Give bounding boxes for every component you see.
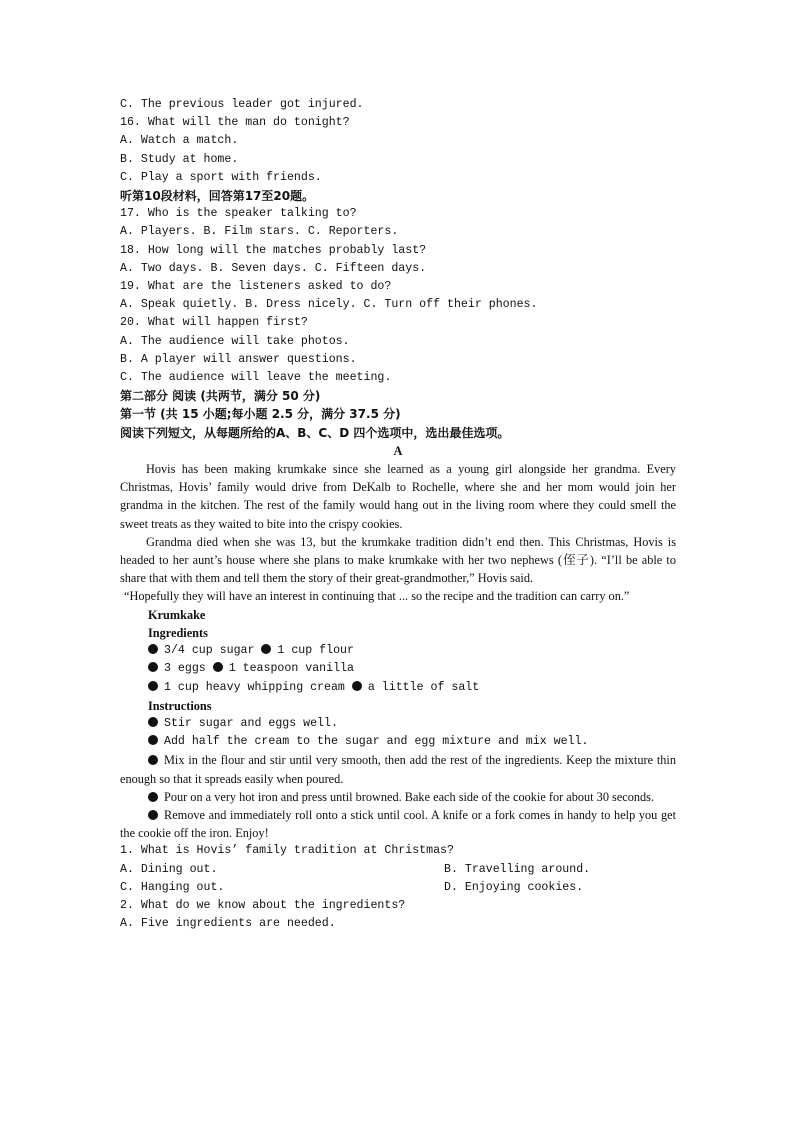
instruction-text: 阅读下列短文，从每题所给的A、B、C、D 四个选项中，选出最佳选项。 <box>120 425 510 440</box>
bullet-icon <box>148 735 158 745</box>
recipe-title: Krumkake <box>148 607 206 622</box>
instruction-step: Remove and immediately roll onto a stick until cool. A knife or a fork comes in handy to help you get the cookie off the iron. Enjoy! <box>120 807 676 841</box>
passage-label: A <box>393 443 403 458</box>
listening-line: B. A player will answer questions. <box>120 352 357 366</box>
ingredient: 1 teaspoon vanilla <box>228 662 354 676</box>
passage-paragraph: “Hopefully they will have an interest in continuing that ... so the recipe and the tradition can carry on.” <box>124 589 630 604</box>
ingredient-row <box>120 660 676 678</box>
listening-line: 19. What are the listeners asked to do? <box>120 280 392 294</box>
listening-line: A. Watch a match. <box>120 134 239 148</box>
passage-paragraph: Hovis has been making krumkake since she learned as a young girl alongside her grandma. Every Christmas, Hovis’ family would drive from DeKalb to Rochelle, where she and her mom would join her grandma in the kitchen. The rest of the family would hang out in the living room where they could smell the sweet treats as they waited to bite into the crispy cookies. <box>120 462 676 531</box>
option-row <box>120 861 676 879</box>
listening-line: A. Speak quietly. B. Dress nicely. C. Turn off their phones. <box>120 298 538 312</box>
ingredient: 3/4 cup sugar <box>164 644 255 658</box>
option: A. Dining out. <box>120 862 218 876</box>
instruction-step: Pour on a very hot iron and press until browned. Bake each side of the cookie for about 30 seconds. <box>120 788 676 806</box>
question: 1. What is Hovis’ family tradition at Christmas? <box>120 844 454 858</box>
listening-line: B. Study at home. <box>120 152 239 166</box>
listening-line: C. Play a sport with friends. <box>120 170 322 184</box>
exam-page <box>120 96 676 933</box>
ingredient: a little of salt <box>367 680 480 694</box>
question: 2. What do we know about the ingredients? <box>120 898 406 912</box>
ingredients-label: Ingredients <box>148 625 208 640</box>
listening-line: C. The audience will leave the meeting. <box>120 371 392 385</box>
listening-line: A. Two days. B. Seven days. C. Fifteen days. <box>120 261 427 275</box>
listening-line: 16. What will the man do tonight? <box>120 116 350 130</box>
listening-line: A. The audience will take photos. <box>120 334 350 348</box>
listening-line: C. The previous leader got injured. <box>120 98 364 111</box>
option: D. Enjoying cookies. <box>444 880 584 894</box>
passage-paragraph: Grandma died when she was 13, but the krumkake tradition didn’t end then. This Christmas, Hovis is headed to her aunt’s house where she plans to make krumkake with her two nephews (侄子). “I’ll be able to share that with them and tell them the story of their great-grandmother,” Hovis said. <box>120 534 676 586</box>
option: A. Five ingredients are needed. <box>120 917 336 931</box>
bullet-icon <box>148 717 158 727</box>
section-heading: 听第10段材料，回答第17至20题。 <box>120 189 315 204</box>
option-row <box>120 879 676 897</box>
ingredient-row <box>120 679 676 697</box>
part-heading: 第二部分 阅读 (共两节，满分 50 分) <box>120 389 321 404</box>
ingredient: 3 eggs <box>164 662 206 676</box>
ingredient-row <box>120 642 676 660</box>
option: B. Travelling around. <box>444 862 591 876</box>
bullet-icon <box>261 644 271 654</box>
option: C. Hanging out. <box>120 880 225 894</box>
ingredient: 1 cup heavy whipping cream <box>164 680 345 694</box>
listening-line: A. Players. B. Film stars. C. Reporters. <box>120 225 399 239</box>
bullet-icon <box>213 662 223 672</box>
instruction-step: Mix in the flour and stir until very smooth, then add the rest of the ingredients. Keep the mixture thin enough so that it spreads easily when poured. <box>120 753 676 786</box>
bullet-icon <box>148 755 158 765</box>
section-heading: 第一节 (共 15 小题;每小题 2.5 分，满分 37.5 分) <box>120 407 401 422</box>
instruction-step: Add half the cream to the sugar and egg mixture and mix well. <box>120 733 676 751</box>
listening-line: 17. Who is the speaker talking to? <box>120 207 357 221</box>
instructions-label: Instructions <box>148 698 212 713</box>
bullet-icon <box>148 810 158 820</box>
instruction-step: Stir sugar and eggs well. <box>120 715 676 733</box>
bullet-icon <box>148 792 158 802</box>
bullet-icon <box>148 644 158 654</box>
bullet-icon <box>148 681 158 691</box>
listening-line: 20. What will happen first? <box>120 316 308 330</box>
bullet-icon <box>148 662 158 672</box>
bullet-icon <box>352 681 362 691</box>
listening-line: 18. How long will the matches probably last? <box>120 243 427 257</box>
ingredient: 1 cup flour <box>277 644 354 658</box>
